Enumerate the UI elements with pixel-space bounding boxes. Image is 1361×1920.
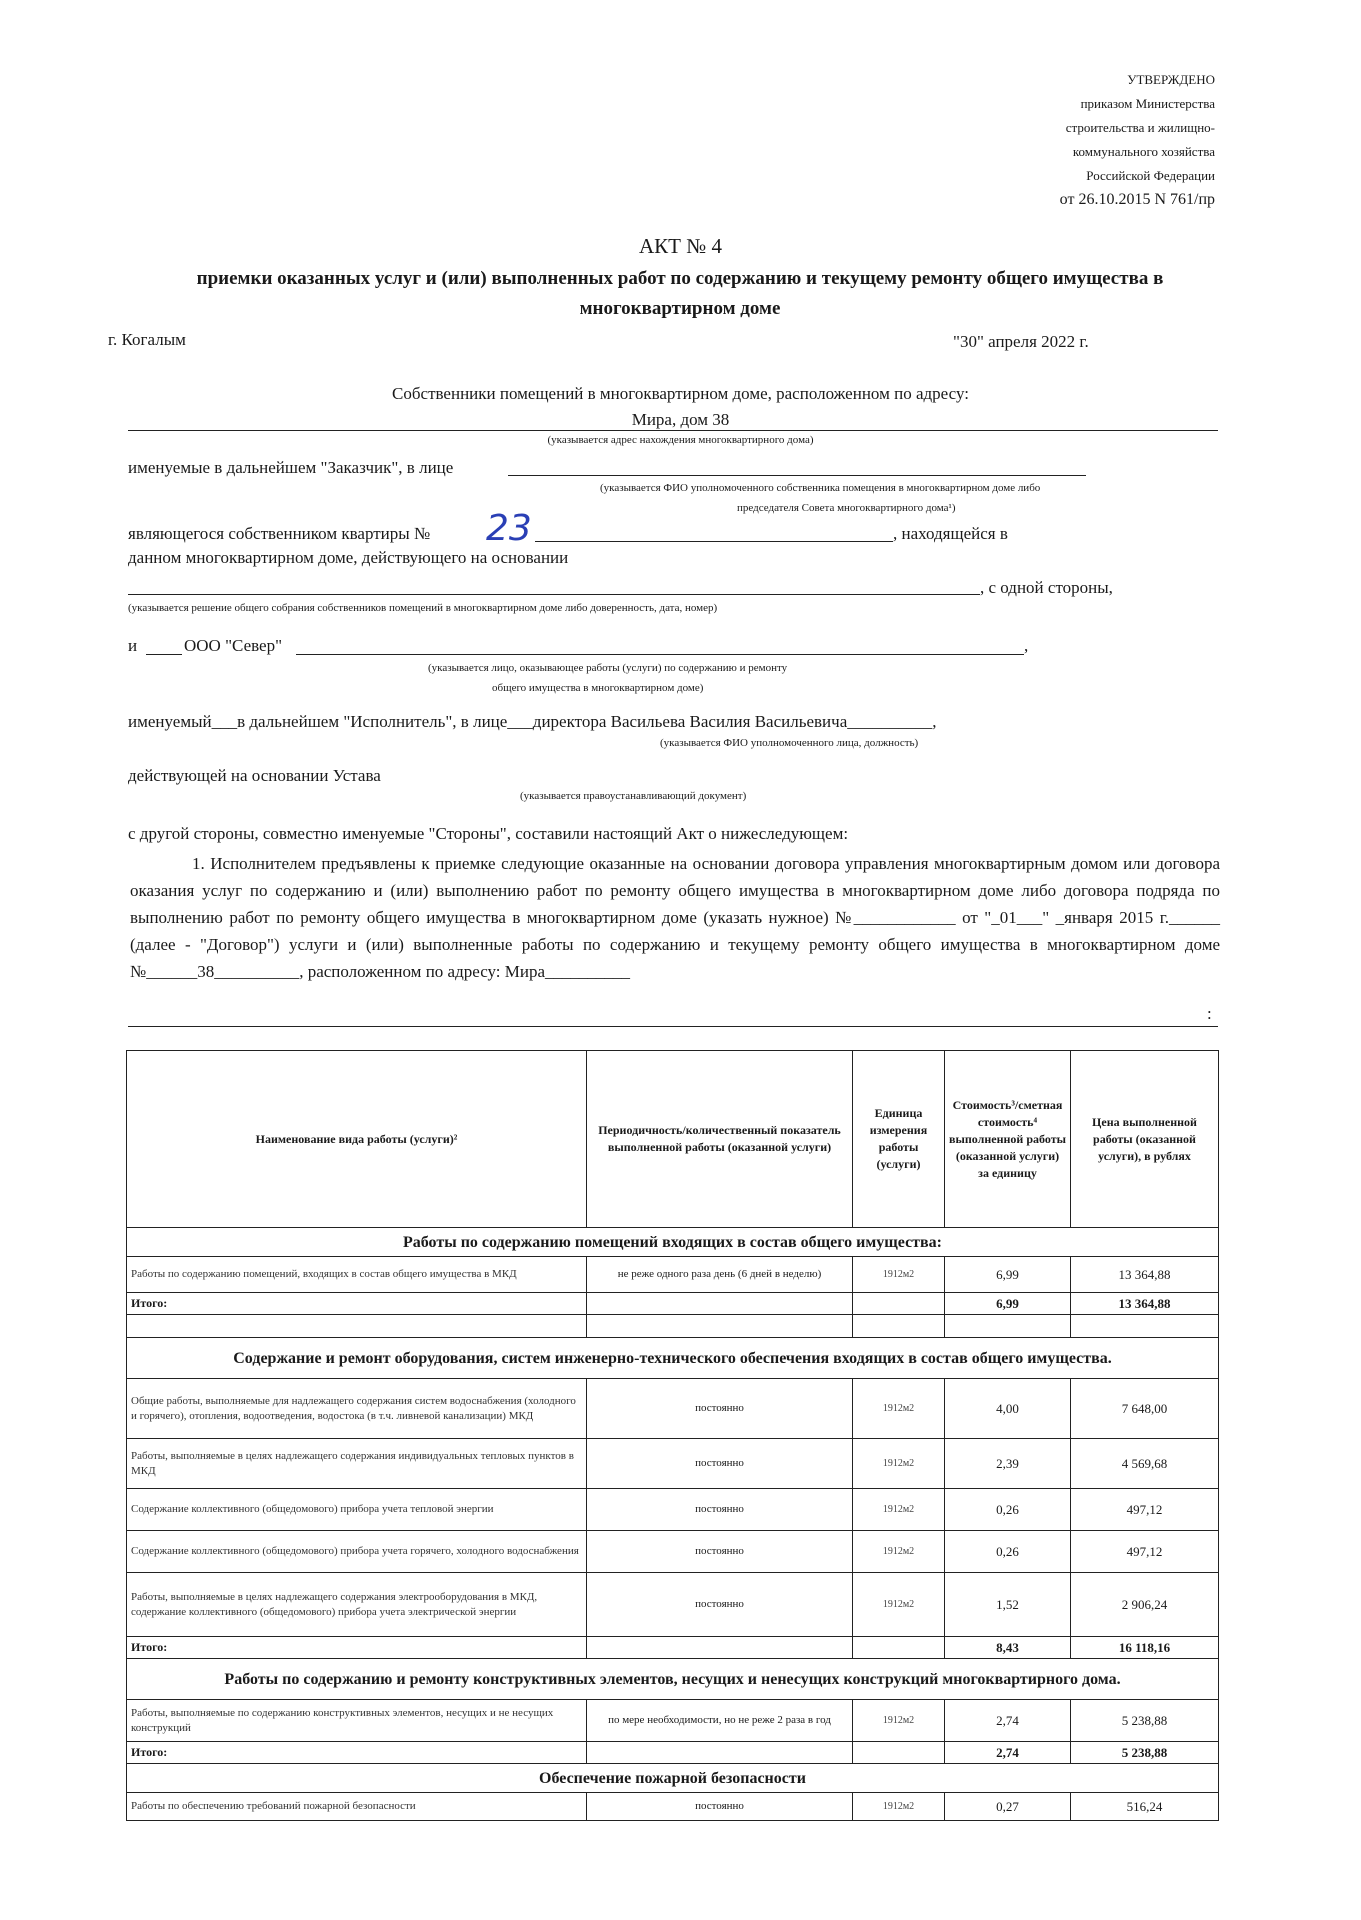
work-unit-price: 4,00 xyxy=(945,1379,1071,1439)
work-unit: 1912м2 xyxy=(853,1257,945,1293)
section-row xyxy=(127,1659,1219,1700)
work-unit-price: 6,99 xyxy=(945,1257,1071,1293)
underline xyxy=(296,654,1024,655)
total-sum: 5 238,88 xyxy=(1071,1742,1219,1764)
work-unit: 1912м2 xyxy=(853,1379,945,1439)
total-unit-price: 6,99 xyxy=(945,1293,1071,1315)
underline xyxy=(128,430,1218,431)
table-row xyxy=(127,1793,1219,1821)
table-row xyxy=(127,1439,1219,1489)
column-header: Единица измерения работы (услуги) xyxy=(853,1051,945,1228)
underline xyxy=(128,594,980,595)
total-label: Итого: xyxy=(127,1293,587,1315)
work-period: постоянно xyxy=(587,1573,853,1637)
total-row xyxy=(127,1742,1219,1764)
column-header: Цена выполненной работы (оказанной услуги), в рублях xyxy=(1071,1051,1219,1228)
customer-note: председателя Совета многоквартирного дома¹) xyxy=(737,502,956,514)
house-address: Мира, дом 38 xyxy=(631,410,730,429)
work-period: постоянно xyxy=(587,1531,853,1573)
table-row xyxy=(127,1257,1219,1293)
table-row xyxy=(127,1700,1219,1742)
empty-cell xyxy=(853,1637,945,1659)
work-name: Работы, выполняемые в целях надлежащего содержания электрооборудования в МКД, содержание коллективного (общедомового) прибора учета электрической энергии xyxy=(127,1573,587,1637)
paragraph-1: 1. Исполнителем предъявлены к приемке следующие оказанные на основании договора управления многоквартирным домом или договора оказания услуг по содержанию и (или) выполнению работ по ремонту общего имущества в многоквартирном доме либо договора подряда по выполнению работ по ремонту общего имущества в многоквартирном доме (указать нужное) №____________ от "_01___" _января 2015 г.______ (далее - "Договор") услуги и (или) выполненные работы по содержанию и текущему ремонту общего имущества в многоквартирном доме №______38__________, расположенном по адресу: Мира__________ xyxy=(130,854,1220,981)
work-unit: 1912м2 xyxy=(853,1439,945,1489)
empty-cell xyxy=(587,1315,853,1338)
empty-cell xyxy=(853,1315,945,1338)
work-unit-price: 2,74 xyxy=(945,1700,1071,1742)
contractor-name: ООО "Север" xyxy=(184,636,283,655)
work-period: постоянно xyxy=(587,1793,853,1821)
table-header-row xyxy=(127,1051,1219,1228)
underline xyxy=(146,654,182,655)
and-label: и xyxy=(128,636,138,655)
empty-cell xyxy=(587,1293,853,1315)
total-label: Итого: xyxy=(127,1637,587,1659)
work-period: по мере необходимости, но не реже 2 раза в год xyxy=(587,1700,853,1742)
work-total: 516,24 xyxy=(1071,1793,1219,1821)
work-name: Содержание коллективного (общедомового) прибора учета тепловой энергии xyxy=(127,1489,587,1531)
work-unit-price: 1,52 xyxy=(945,1573,1071,1637)
executor-note: (указывается ФИО уполномоченного лица, должность) xyxy=(660,737,919,749)
work-name: Работы по содержанию помещений, входящих в состав общего имущества в МКД xyxy=(127,1257,587,1293)
approval-line: строительства и жилищно- xyxy=(1065,120,1215,135)
work-name: Общие работы, выполняемые для надлежащего содержания систем водоснабжения (холодного и горячего), отопления, водоотведения, водостока (в т.ч. ливневой канализации) МКД xyxy=(127,1379,587,1439)
work-unit: 1912м2 xyxy=(853,1531,945,1573)
column-header: Периодичность/количественный показатель выполненной работы (оказанной услуги) xyxy=(587,1051,853,1228)
approval-line: Российской Федерации xyxy=(1086,168,1215,183)
work-unit: 1912м2 xyxy=(853,1573,945,1637)
work-name: Работы, выполняемые в целях надлежащего содержания индивидуальных тепловых пунктов в МКД xyxy=(127,1439,587,1489)
act-date: "30" апреля 2022 г. xyxy=(953,332,1089,351)
underline xyxy=(128,1026,1218,1027)
empty-cell xyxy=(945,1315,1071,1338)
colon: : xyxy=(1207,1004,1212,1023)
empty-row xyxy=(127,1315,1219,1338)
total-label: Итого: xyxy=(127,1742,587,1764)
work-unit: 1912м2 xyxy=(853,1700,945,1742)
executor-label: именуемый___в дальнейшем "Исполнитель", в лице___директора Васильева Василия Васильевича__________, xyxy=(128,712,937,731)
approval-line: приказом Министерства xyxy=(1080,96,1215,111)
work-unit-price: 2,39 xyxy=(945,1439,1071,1489)
act-number: АКТ № 4 xyxy=(638,234,723,258)
empty-cell xyxy=(127,1315,587,1338)
section-title: Работы по содержанию и ремонту конструктивных элементов, несущих и ненесущих конструкций многоквартирного дома. xyxy=(127,1659,1219,1700)
underline xyxy=(508,475,1086,476)
table-row xyxy=(127,1489,1219,1531)
section-row xyxy=(127,1228,1219,1257)
approval-stamp-block xyxy=(915,68,1215,212)
act-title: приемки оказанных услуг и (или) выполненных работ по содержанию и текущему ремонту общего имущества в многоквартирном доме xyxy=(196,268,1164,319)
work-name: Содержание коллективного (общедомового) прибора учета горячего, холодного водоснабжения xyxy=(127,1531,587,1573)
approval-line: УТВЕРЖДЕНО xyxy=(1127,72,1215,87)
customer-label: именуемые в дальнейшем "Заказчик", в лице xyxy=(128,458,454,477)
work-unit-price: 0,26 xyxy=(945,1489,1071,1531)
section-row xyxy=(127,1764,1219,1793)
total-sum: 13 364,88 xyxy=(1071,1293,1219,1315)
address-note: (указывается адрес нахождения многоквартирного дома) xyxy=(547,434,814,446)
work-unit: 1912м2 xyxy=(853,1489,945,1531)
empty-cell xyxy=(1071,1315,1219,1338)
apartment-label: являющегося собственником квартиры № xyxy=(128,524,431,543)
work-period: постоянно xyxy=(587,1379,853,1439)
owners-intro: Собственники помещений в многоквартирном доме, расположенном по адресу: xyxy=(392,384,969,403)
work-period: не реже одного раза день (6 дней в неделю) xyxy=(587,1257,853,1293)
parties-text: с другой стороны, совместно именуемые "Стороны", составили настоящий Акт о нижеследующем: xyxy=(128,824,849,843)
executor-basis-note: (указывается правоустанавливающий документ) xyxy=(520,790,747,802)
work-unit-price: 0,27 xyxy=(945,1793,1071,1821)
total-unit-price: 2,74 xyxy=(945,1742,1071,1764)
contractor-note: общего имущества в многоквартирном доме) xyxy=(492,682,704,694)
work-total: 7 648,00 xyxy=(1071,1379,1219,1439)
section-title: Работы по содержанию помещений входящих в состав общего имущества: xyxy=(127,1228,1219,1257)
work-total: 497,12 xyxy=(1071,1531,1219,1573)
basis-note: (указывается решение общего собрания собственников помещений в многоквартирном доме либо доверенность, дата, номер) xyxy=(128,602,718,614)
work-period: постоянно xyxy=(587,1439,853,1489)
section-title: Обеспечение пожарной безопасности xyxy=(127,1764,1219,1793)
table-row xyxy=(127,1531,1219,1573)
approval-line: коммунального хозяйства xyxy=(1072,144,1215,159)
work-total: 2 906,24 xyxy=(1071,1573,1219,1637)
empty-cell xyxy=(853,1293,945,1315)
approval-line: от 26.10.2015 N 761/пр xyxy=(1059,191,1215,208)
empty-cell xyxy=(587,1637,853,1659)
total-row xyxy=(127,1637,1219,1659)
contractor-note: (указывается лицо, оказывающее работы (услуги) по содержанию и ремонту xyxy=(428,662,788,674)
total-row xyxy=(127,1293,1219,1315)
work-period: постоянно xyxy=(587,1489,853,1531)
apartment-number-handwritten: 23 xyxy=(486,508,532,549)
section-row xyxy=(127,1338,1219,1379)
one-side: , с одной стороны, xyxy=(980,578,1113,597)
section-title: Содержание и ремонт оборудования, систем инженерно-технического обеспечения входящих в состав общего имущества. xyxy=(127,1338,1219,1379)
work-name: Работы по обеспечению требований пожарной безопасности xyxy=(127,1793,587,1821)
total-unit-price: 8,43 xyxy=(945,1637,1071,1659)
work-total: 497,12 xyxy=(1071,1489,1219,1531)
comma: , xyxy=(1024,636,1029,655)
city: г. Когалым xyxy=(108,330,186,349)
underline xyxy=(535,541,893,542)
total-sum: 16 118,16 xyxy=(1071,1637,1219,1659)
column-header: Стоимость³/сметная стоимость⁴ выполненной работы (оказанной услуги) за единицу xyxy=(945,1051,1071,1228)
work-unit: 1912м2 xyxy=(853,1793,945,1821)
customer-note: (указывается ФИО уполномоченного собственника помещения в многоквартирном доме либо xyxy=(600,482,1041,494)
empty-cell xyxy=(853,1742,945,1764)
work-total: 4 569,68 xyxy=(1071,1439,1219,1489)
work-name: Работы, выполняемые по содержанию конструктивных элементов, несущих и не несущих конструкций xyxy=(127,1700,587,1742)
empty-cell xyxy=(587,1742,853,1764)
apartment-suffix: , находящейся в xyxy=(893,524,1008,543)
table-row xyxy=(127,1573,1219,1637)
executor-basis: действующей на основании Устава xyxy=(128,766,381,785)
table-row xyxy=(127,1379,1219,1439)
basis-label: данном многоквартирном доме, действующего на основании xyxy=(128,548,569,567)
work-unit-price: 0,26 xyxy=(945,1531,1071,1573)
work-total: 13 364,88 xyxy=(1071,1257,1219,1293)
work-total: 5 238,88 xyxy=(1071,1700,1219,1742)
works-table xyxy=(126,1050,1219,1821)
column-header: Наименование вида работы (услуги)² xyxy=(127,1051,587,1228)
